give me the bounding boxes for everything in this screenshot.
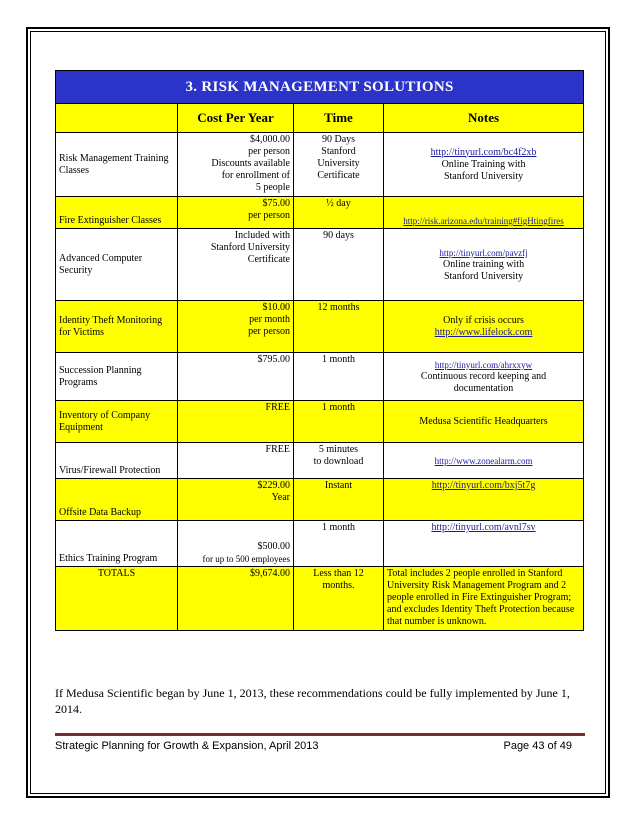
row-cost: FREE [178,443,294,479]
row-label: Advanced Computer Security [56,229,178,301]
row-label: Fire Extinguisher Classes [56,197,178,229]
table-row [56,443,584,479]
totals-label: TOTALS [56,567,178,631]
row-label: Succession Planning Programs [56,353,178,401]
notes-link[interactable]: http://www.zonealarm.com [434,455,533,466]
header-time: Time [294,104,384,133]
row-notes: http://tinyurl.com/bc4f2xb Online Training with Stanford University [384,133,584,197]
table-row [56,401,584,443]
totals-cost: $9,674.00 [178,567,294,631]
row-time: 5 minutes to download [294,443,384,479]
row-notes: http://tinyurl.com/ahrxxyw Continuous record keeping and documentation [384,353,584,401]
row-label: Virus/Firewall Protection [56,443,178,479]
row-cost: $75.00 per person [178,197,294,229]
row-time: 90 days [294,229,384,301]
notes-link[interactable]: http://risk.arizona.edu/training#figHtingfires [403,216,564,226]
row-label: Offsite Data Backup [56,479,178,521]
notes-link[interactable]: http://tinyurl.com/avnl7sv [431,522,536,533]
footer-page-number: Page 43 of 49 [503,740,572,752]
row-time: 1 month [294,521,384,567]
footer-divider [55,733,585,736]
table-title: 3. RISK MANAGEMENT SOLUTIONS [56,71,584,104]
row-notes: Only if crisis occurs http://www.lifelock.com [384,301,584,353]
notes-link[interactable]: http://tinyurl.com/ahrxxyw [434,359,533,370]
row-cost: $500.00 for up to 500 employees [178,521,294,567]
row-notes [384,197,584,229]
row-time: 12 months [294,301,384,353]
risk-management-table [55,70,584,631]
table-row [56,229,584,301]
header-blank [56,104,178,133]
totals-notes: Total includes 2 people enrolled in Stanford University Risk Management Program and 2 people enrolled in Fire Extinguisher Program; and excludes Identity Theft Protection because that number is unknown. [384,567,584,631]
table-row [56,197,584,229]
row-time: ½ day [294,197,384,229]
row-time: 1 month [294,353,384,401]
header-cost: Cost Per Year [178,104,294,133]
totals-row [56,567,584,631]
row-label: Risk Management Training Classes [56,133,178,197]
footer-document-title: Strategic Planning for Growth & Expansion, April 2013 [55,740,319,752]
row-label: Inventory of Company Equipment [56,401,178,443]
row-cost: $10.00 per month per person [178,301,294,353]
table-row [56,521,584,567]
row-notes: http://tinyurl.com/pavzfj Online training with Stanford University [384,229,584,301]
table-row [56,353,584,401]
table-row [56,479,584,521]
notes-link[interactable]: http://tinyurl.com/pavzfj [439,247,528,258]
totals-time: Less than 12 months. [294,567,384,631]
row-label: Identity Theft Monitoring for Victims [56,301,178,353]
row-cost: $229.00 Year [178,479,294,521]
notes-link[interactable]: http://tinyurl.com/bxj5t7g [431,480,536,491]
row-time: 90 Days Stanford University Certificate [294,133,384,197]
row-notes: Medusa Scientific Headquarters [384,401,584,443]
row-time: Instant [294,479,384,521]
row-notes [384,443,584,479]
row-label: Ethics Training Program [56,521,178,567]
row-cost: FREE [178,401,294,443]
summary-paragraph: If Medusa Scientific began by June 1, 2013, these recommendations could be fully implemented by June 1, 2014. [55,686,570,716]
row-cost: $4,000.00 per person Discounts available for enrollment of 5 people [178,133,294,197]
row-cost: $795.00 [178,353,294,401]
table-row [56,301,584,353]
table-row [56,133,584,197]
row-notes [384,479,584,521]
notes-link[interactable]: http://tinyurl.com/bc4f2xb [430,146,537,158]
notes-link[interactable]: http://www.lifelock.com [434,326,533,338]
row-notes [384,521,584,567]
header-notes: Notes [384,104,584,133]
row-time: 1 month [294,401,384,443]
row-cost: Included with Stanford University Certificate [178,229,294,301]
